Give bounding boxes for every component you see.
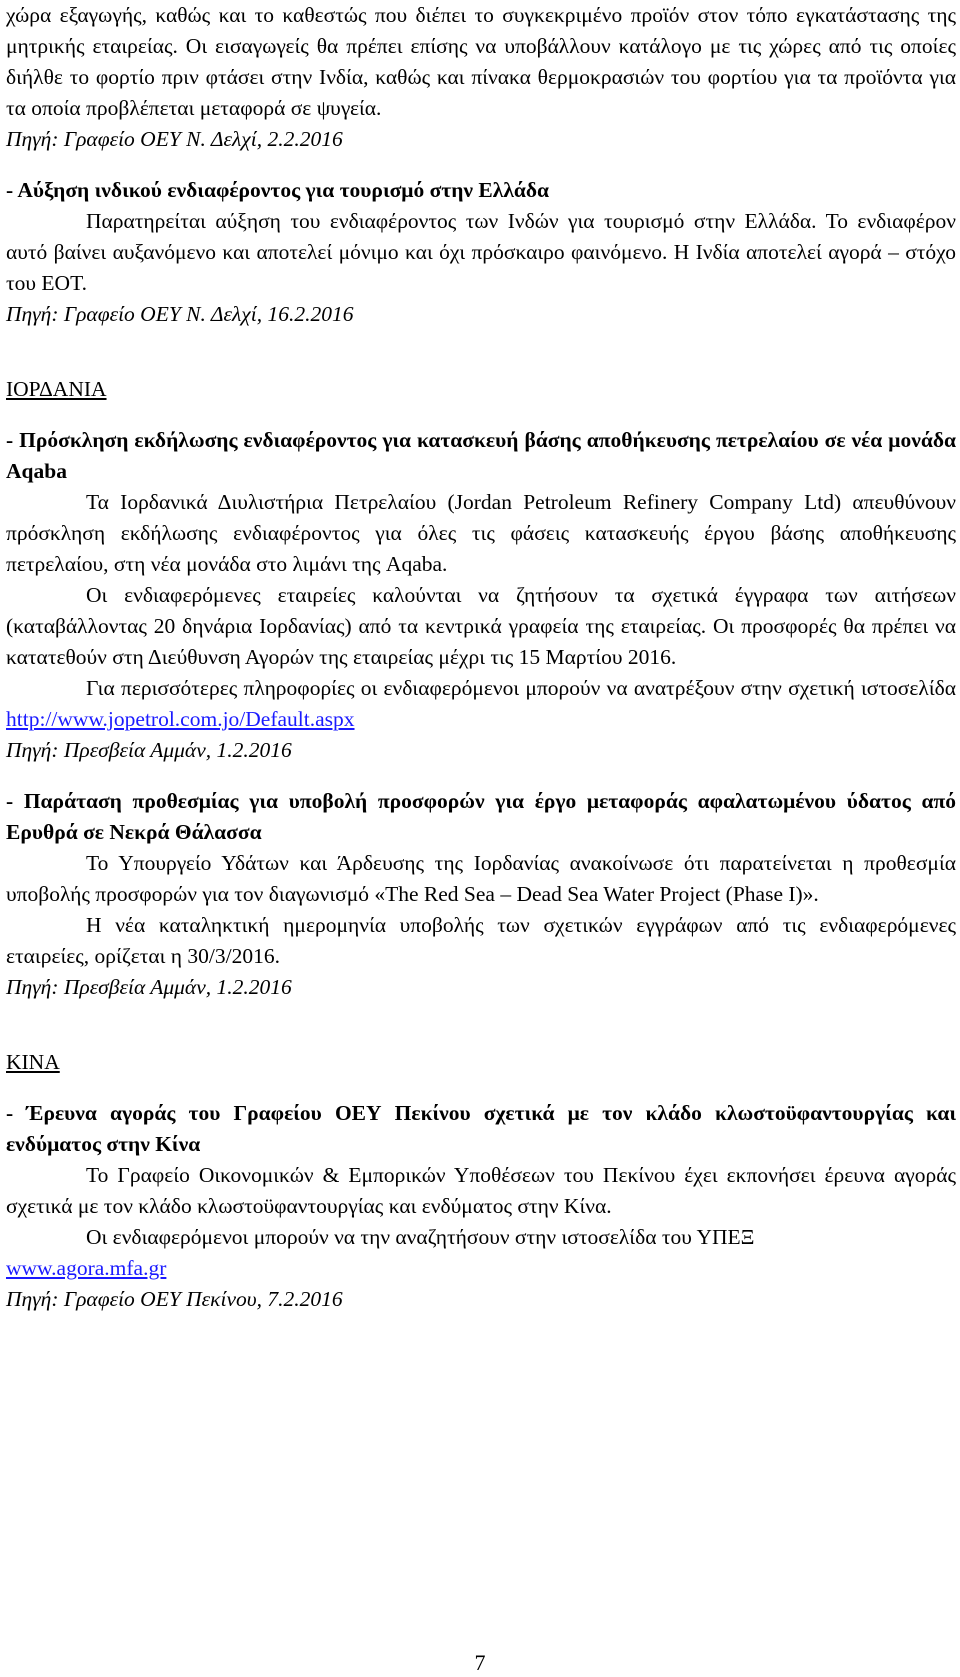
jordan-redsea-heading: - Παράταση προθεσμίας για υποβολή προσφορών για έργο μεταφοράς αφαλατωμένου ύδατος από Ερυθρά σε Νεκρά Θάλασσα: [6, 789, 956, 844]
agora-mfa-link[interactable]: www.agora.mfa.gr: [6, 1256, 167, 1280]
jordan-aqaba-paragraph-3: Για περισσότερες πληροφορίες οι ενδιαφερόμενοι μπορούν να ανατρέξουν στην σχετική ιστοσελίδα http://www.jopetrol.com.jo/Default.aspx: [6, 676, 956, 731]
india-tourism-heading: - Αύξηση ινδικού ενδιαφέροντος για τουρισμό στην Ελλάδα: [6, 178, 550, 202]
jordan-aqaba-source: Πηγή: Πρεσβεία Αμμάν, 1.2.2016: [6, 738, 292, 762]
jopetrol-link[interactable]: http://www.jopetrol.com.jo/Default.aspx: [6, 707, 355, 731]
china-textile-paragraph-2: Οι ενδιαφερόμενοι μπορούν να την αναζητήσουν στην ιστοσελίδα του ΥΠΕΞ: [86, 1225, 755, 1249]
jordan-aqaba-paragraph-1: Τα Ιορδανικά Διυλιστήρια Πετρελαίου (Jordan Petroleum Refinery Company Ltd) απευθύνουν πρόσκληση εκδήλωσης ενδιαφέροντος για όλες τις φάσεις κατασκευής έργου βάσης αποθήκευσης πετρελαίου, στη νέα μονάδα στο λιμάνι της Aqaba.: [6, 490, 956, 576]
jordan-aqaba-heading: - Πρόσκληση εκδήλωσης ενδιαφέροντος για κατασκευή βάσης αποθήκευσης πετρελαίου σε νέα μονάδα Aqaba: [6, 428, 956, 483]
jordan-redsea-source: Πηγή: Πρεσβεία Αμμάν, 1.2.2016: [6, 975, 292, 999]
country-heading-jordan: ΙΟΡΔΑΝΙΑ: [6, 377, 107, 401]
country-heading-china: ΚΙΝΑ: [6, 1050, 60, 1074]
jordan-redsea-paragraph-2: Η νέα καταληκτική ημερομηνία υποβολής των σχετικών εγγράφων από τις ενδιαφερόμενες εταιρείες, ορίζεται η 30/3/2016.: [6, 913, 956, 968]
china-textile-paragraph-1: Το Γραφείο Οικονομικών & Εμπορικών Υποθέσεων του Πεκίνου έχει εκπονήσει έρευνα αγοράς σχετικά με τον κλάδο κλωστοϋφαντουργίας και ενδύματος στην Κίνα.: [6, 1163, 956, 1218]
india-tourism-paragraph: Παρατηρείται αύξηση του ενδιαφέροντος των Ινδών για τουρισμό στην Ελλάδα. Το ενδιαφέρον αυτό βαίνει αυξανόμενο και αποτελεί μόνιμο και όχι πρόσκαιρο φαινόμενο. Η Ινδία αποτελεί αγορά – στόχο του ΕΟΤ.: [6, 209, 956, 295]
china-textile-source: Πηγή: Γραφείο ΟΕΥ Πεκίνου, 7.2.2016: [6, 1287, 343, 1311]
page-number: 7: [474, 1650, 486, 1675]
india-import-source: Πηγή: Γραφείο ΟΕΥ Ν. Δελχί, 2.2.2016: [6, 127, 343, 151]
china-textile-link-line: [6, 1253, 956, 1284]
jordan-aqaba-paragraph-2: Οι ενδιαφερόμενες εταιρείες καλούνται να ζητήσουν τα σχετικά έγγραφα των αιτήσεων (καταβάλλοντας 20 δηνάρια Ιορδανίας) από τα κεντρικά γραφεία της εταιρείας. Οι προσφορές θα πρέπει να κατατεθούν στη Διεύθυνση Αγορών της εταιρείας μέχρι τις 15 Μαρτίου 2016.: [6, 583, 956, 669]
document-page: [6, 0, 956, 1315]
india-tourism-source: Πηγή: Γραφείο ΟΕΥ Ν. Δελχί, 16.2.2016: [6, 302, 354, 326]
jordan-redsea-paragraph-1: Το Υπουργείο Υδάτων και Άρδευσης της Ιορδανίας ανακοίνωσε ότι παρατείνεται η προθεσμία υποβολής προσφορών για τον διαγωνισμό «The Red Sea – Dead Sea Water Project (Phase I)».: [6, 851, 956, 906]
china-textile-heading: - Έρευνα αγοράς του Γραφείου ΟΕΥ Πεκίνου σχετικά με τον κλάδο κλωστοϋφαντουργίας και ενδύματος στην Κίνα: [6, 1101, 956, 1156]
india-import-paragraph: χώρα εξαγωγής, καθώς και το καθεστώς που διέπει το συγκεκριμένο προϊόν στον τόπο εγκατάστασης της μητρικής εταιρείας. Οι εισαγωγείς θα πρέπει επίσης να υποβάλλουν κατάλογο με τις χώρες από τις οποίες διήλθε το φορτίο πριν φτάσει στην Ινδία, καθώς και πίνακα θερμοκρασιών του φορτίου για τα προϊόντα για τα οποία προβλέπεται μεταφορά σε ψυγεία.: [6, 3, 956, 120]
